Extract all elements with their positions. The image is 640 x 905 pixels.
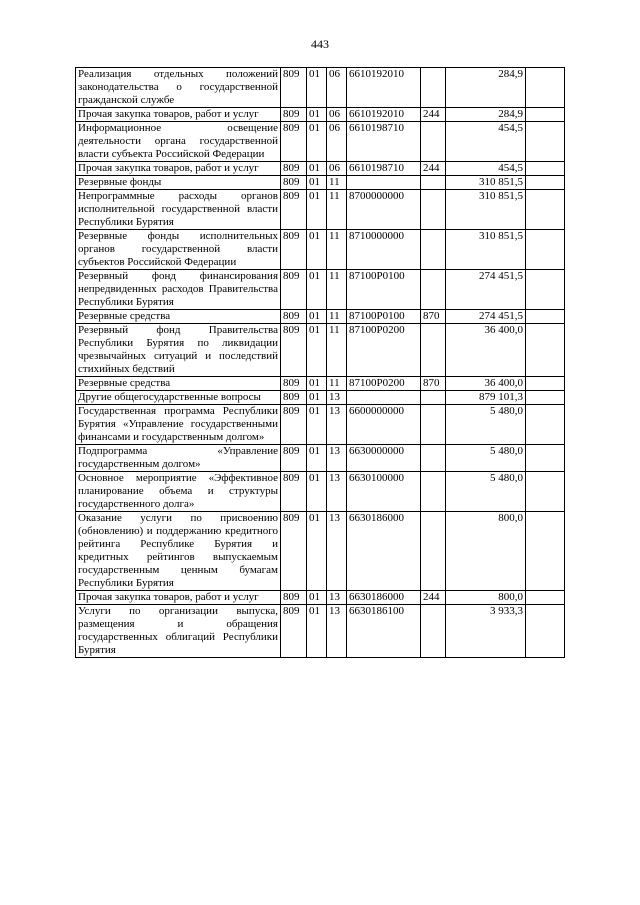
row-rz-cell: 01 (307, 391, 327, 405)
row-sum-cell: 454,5 (446, 162, 526, 176)
row-vr-cell (421, 122, 446, 162)
row-name-cell: Прочая закупка товаров, работ и услуг (76, 591, 281, 605)
row-name-cell: Резервные средства (76, 310, 281, 324)
row-empty-cell (526, 377, 565, 391)
row-vr-cell: 870 (421, 377, 446, 391)
table-row (76, 512, 565, 591)
row-empty-cell (526, 324, 565, 377)
row-name-cell: Государственная программа Республики Бурятия «Управление государственными финансами и государственным долгом» (76, 405, 281, 445)
row-csr-cell: 6610192010 (347, 68, 421, 108)
row-ved-cell: 809 (281, 605, 307, 658)
row-pr-cell: 11 (327, 190, 347, 230)
row-pr-cell: 13 (327, 445, 347, 472)
row-rz-cell: 01 (307, 122, 327, 162)
row-csr-cell (347, 176, 421, 190)
row-pr-cell: 11 (327, 310, 347, 324)
row-csr-cell: 6630000000 (347, 445, 421, 472)
table-row (76, 310, 565, 324)
row-csr-cell: 6630186100 (347, 605, 421, 658)
row-sum-cell: 800,0 (446, 512, 526, 591)
row-pr-cell: 13 (327, 512, 347, 591)
row-empty-cell (526, 230, 565, 270)
row-pr-cell: 13 (327, 605, 347, 658)
page-number: 443 (311, 37, 329, 51)
row-name-cell: Оказание услуги по присвоению (обновлению) и поддержанию кредитного рейтинга Республике Бурятия и кредитных рейтингов выпускаемым государственным ценным бумагам Республики Бурятия (76, 512, 281, 591)
row-ved-cell: 809 (281, 230, 307, 270)
table-row (76, 472, 565, 512)
table-row (76, 405, 565, 445)
table-row (76, 230, 565, 270)
row-ved-cell: 809 (281, 270, 307, 310)
row-vr-cell: 244 (421, 108, 446, 122)
row-pr-cell: 11 (327, 377, 347, 391)
table-row (76, 391, 565, 405)
row-name-cell: Резервный фонд финансирования непредвиденных расходов Правительства Республики Бурятия (76, 270, 281, 310)
row-sum-cell: 36 400,0 (446, 324, 526, 377)
row-empty-cell (526, 68, 565, 108)
row-sum-cell: 454,5 (446, 122, 526, 162)
table-row (76, 324, 565, 377)
row-csr-cell: 87100P0200 (347, 324, 421, 377)
row-empty-cell (526, 591, 565, 605)
row-rz-cell: 01 (307, 310, 327, 324)
table-row (76, 377, 565, 391)
row-empty-cell (526, 445, 565, 472)
row-rz-cell: 01 (307, 472, 327, 512)
row-ved-cell: 809 (281, 190, 307, 230)
row-empty-cell (526, 605, 565, 658)
row-sum-cell: 5 480,0 (446, 472, 526, 512)
row-empty-cell (526, 270, 565, 310)
row-ved-cell: 809 (281, 472, 307, 512)
row-pr-cell: 06 (327, 108, 347, 122)
table-row (76, 122, 565, 162)
row-pr-cell: 06 (327, 162, 347, 176)
row-name-cell: Прочая закупка товаров, работ и услуг (76, 162, 281, 176)
row-csr-cell: 6610198710 (347, 162, 421, 176)
row-csr-cell: 8700000000 (347, 190, 421, 230)
row-pr-cell: 11 (327, 270, 347, 310)
row-empty-cell (526, 162, 565, 176)
row-csr-cell: 6600000000 (347, 405, 421, 445)
row-vr-cell (421, 176, 446, 190)
row-ved-cell: 809 (281, 391, 307, 405)
row-rz-cell: 01 (307, 591, 327, 605)
row-sum-cell: 284,9 (446, 108, 526, 122)
row-ved-cell: 809 (281, 122, 307, 162)
row-empty-cell (526, 122, 565, 162)
row-empty-cell (526, 472, 565, 512)
row-ved-cell: 809 (281, 591, 307, 605)
row-csr-cell: 8710000000 (347, 230, 421, 270)
row-ved-cell: 809 (281, 512, 307, 591)
row-pr-cell: 13 (327, 591, 347, 605)
row-rz-cell: 01 (307, 512, 327, 591)
row-name-cell: Основное мероприятие «Эффективное планирование объема и структуры государственного долга» (76, 472, 281, 512)
row-pr-cell: 06 (327, 68, 347, 108)
row-empty-cell (526, 391, 565, 405)
row-vr-cell (421, 512, 446, 591)
budget-table (75, 67, 565, 658)
row-ved-cell: 809 (281, 324, 307, 377)
row-rz-cell: 01 (307, 176, 327, 190)
row-csr-cell: 6630186000 (347, 512, 421, 591)
row-ved-cell: 809 (281, 68, 307, 108)
row-ved-cell: 809 (281, 405, 307, 445)
row-empty-cell (526, 176, 565, 190)
table-row (76, 591, 565, 605)
row-vr-cell (421, 472, 446, 512)
row-rz-cell: 01 (307, 405, 327, 445)
row-sum-cell: 274 451,5 (446, 270, 526, 310)
row-ved-cell: 809 (281, 377, 307, 391)
row-rz-cell: 01 (307, 270, 327, 310)
row-name-cell: Прочая закупка товаров, работ и услуг (76, 108, 281, 122)
row-vr-cell (421, 405, 446, 445)
row-vr-cell (421, 68, 446, 108)
row-rz-cell: 01 (307, 108, 327, 122)
table-row (76, 190, 565, 230)
row-rz-cell: 01 (307, 445, 327, 472)
row-sum-cell: 36 400,0 (446, 377, 526, 391)
row-sum-cell: 3 933,3 (446, 605, 526, 658)
row-csr-cell: 6630100000 (347, 472, 421, 512)
row-csr-cell: 6610198710 (347, 122, 421, 162)
row-vr-cell: 244 (421, 162, 446, 176)
row-csr-cell: 6610192010 (347, 108, 421, 122)
table-row (76, 445, 565, 472)
row-empty-cell (526, 512, 565, 591)
row-sum-cell: 800,0 (446, 591, 526, 605)
row-empty-cell (526, 108, 565, 122)
row-sum-cell: 310 851,5 (446, 190, 526, 230)
table-row (76, 162, 565, 176)
row-pr-cell: 13 (327, 472, 347, 512)
row-pr-cell: 13 (327, 405, 347, 445)
row-vr-cell (421, 324, 446, 377)
row-pr-cell: 11 (327, 324, 347, 377)
row-name-cell: Реализация отдельных положений законодательства о государственной гражданской службе (76, 68, 281, 108)
row-name-cell: Резервные фонды (76, 176, 281, 190)
row-empty-cell (526, 405, 565, 445)
row-ved-cell: 809 (281, 176, 307, 190)
row-ved-cell: 809 (281, 162, 307, 176)
row-csr-cell: 87100P0100 (347, 310, 421, 324)
row-rz-cell: 01 (307, 324, 327, 377)
row-rz-cell: 01 (307, 190, 327, 230)
row-rz-cell: 01 (307, 162, 327, 176)
row-vr-cell (421, 391, 446, 405)
row-sum-cell: 879 101,3 (446, 391, 526, 405)
row-pr-cell: 11 (327, 176, 347, 190)
row-name-cell: Резервный фонд Правительства Республики Бурятия по ликвидации чрезвычайных ситуаций и последствий стихийных бедствий (76, 324, 281, 377)
row-rz-cell: 01 (307, 230, 327, 270)
row-csr-cell: 6630186000 (347, 591, 421, 605)
row-pr-cell: 11 (327, 230, 347, 270)
row-pr-cell: 06 (327, 122, 347, 162)
row-sum-cell: 310 851,5 (446, 230, 526, 270)
row-csr-cell: 87100P0100 (347, 270, 421, 310)
row-name-cell: Другие общегосударственные вопросы (76, 391, 281, 405)
row-sum-cell: 5 480,0 (446, 405, 526, 445)
row-vr-cell: 244 (421, 591, 446, 605)
row-ved-cell: 809 (281, 445, 307, 472)
row-rz-cell: 01 (307, 68, 327, 108)
row-name-cell: Резервные фонды исполнительных органов государственной власти субъектов Российской Федерации (76, 230, 281, 270)
row-empty-cell (526, 190, 565, 230)
row-name-cell: Информационное освещение деятельности органа государственной власти субъекта Российской Федерации (76, 122, 281, 162)
row-vr-cell: 870 (421, 310, 446, 324)
row-sum-cell: 284,9 (446, 68, 526, 108)
row-vr-cell (421, 270, 446, 310)
row-vr-cell (421, 605, 446, 658)
row-sum-cell: 5 480,0 (446, 445, 526, 472)
table-row (76, 605, 565, 658)
table-row (76, 108, 565, 122)
row-pr-cell: 13 (327, 391, 347, 405)
row-vr-cell (421, 230, 446, 270)
row-sum-cell: 274 451,5 (446, 310, 526, 324)
row-sum-cell: 310 851,5 (446, 176, 526, 190)
row-csr-cell: 87100P0200 (347, 377, 421, 391)
row-empty-cell (526, 310, 565, 324)
row-ved-cell: 809 (281, 310, 307, 324)
table-row (76, 68, 565, 108)
row-name-cell: Резервные средства (76, 377, 281, 391)
row-vr-cell (421, 190, 446, 230)
table-row (76, 270, 565, 310)
row-rz-cell: 01 (307, 377, 327, 391)
table-row (76, 176, 565, 190)
row-name-cell: Подпрограмма «Управление государственным долгом» (76, 445, 281, 472)
row-name-cell: Непрограммные расходы органов исполнительной государственной власти Республики Бурятия (76, 190, 281, 230)
row-csr-cell (347, 391, 421, 405)
row-ved-cell: 809 (281, 108, 307, 122)
row-name-cell: Услуги по организации выпуска, размещения и обращения государственных облигаций Республики Бурятия (76, 605, 281, 658)
row-vr-cell (421, 445, 446, 472)
row-rz-cell: 01 (307, 605, 327, 658)
